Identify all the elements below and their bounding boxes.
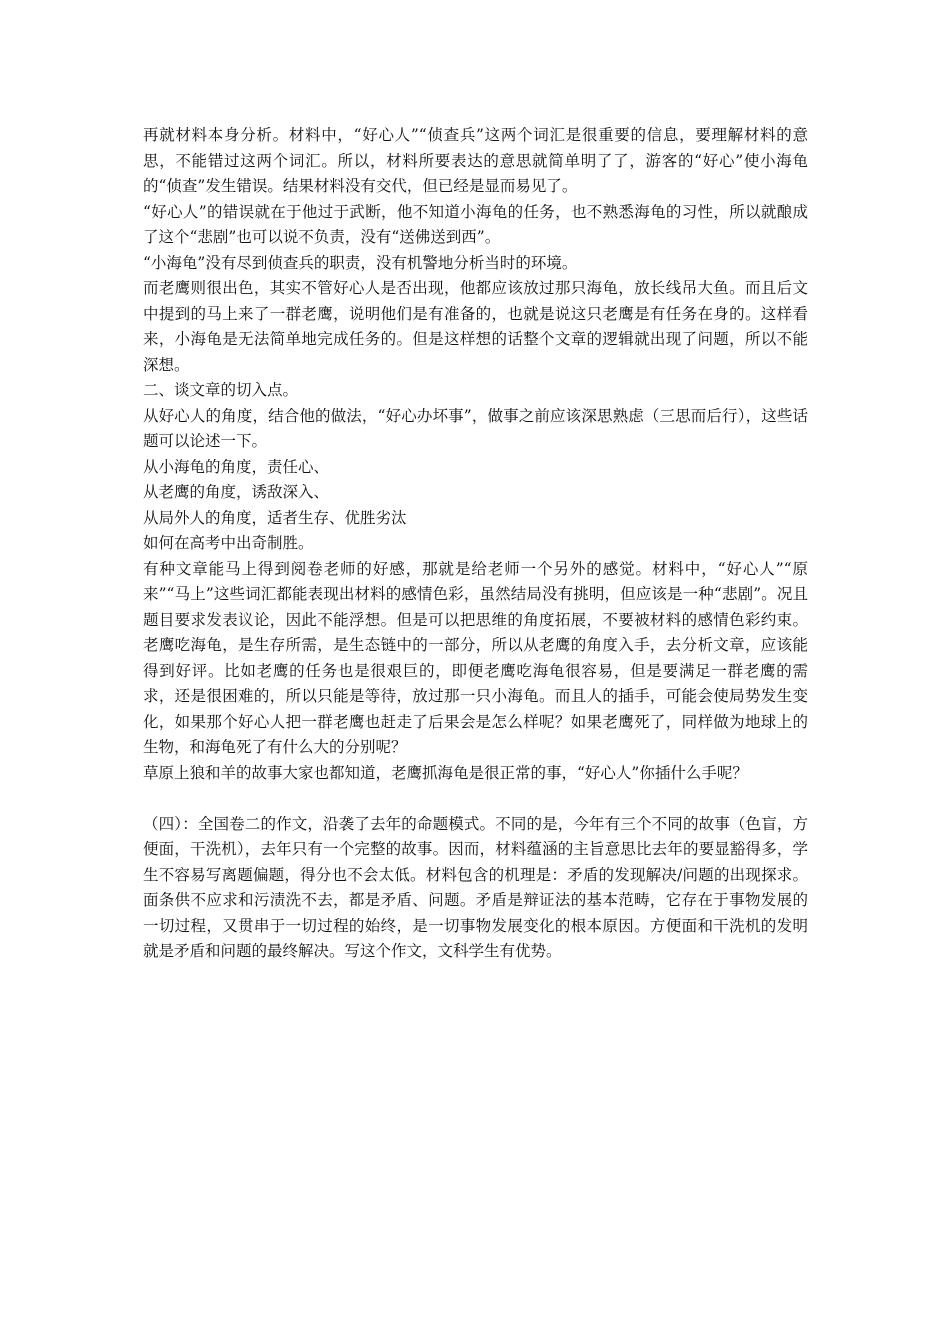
paragraph-national-paper-two: （四）：全国卷二的作文，沿袭了去年的命题模式。不同的是，今年有三个不同的故事（色盲，方便面，干洗机），去年只有一个完整的故事。因而，材料蕴涵的主旨意思比去年的要显豁得多，学生不容易写离题偏题，得分也不会太低。材料包含的机理是：矛盾的发现解决/问题的出现探求。面条供不应求和污渍洗不去，都是矛盾、问题。矛盾是辩证法的基本范畴，它存在于事物发展的一切过程，又贯串于一切过程的始终，是一切事物发展变化的根本原因。方便面和干洗机的发明就是矛盾和问题的最终解决。写这个作文，文科学生有优势。 [143,814,808,960]
paragraph-section-heading: 二、谈文章的切入点。 [143,381,299,399]
paragraph-how-to-excel: 如何在高考中出奇制胜。 [143,534,314,552]
paragraph-different-feeling: 有种文章能马上得到阅卷老师的好感，那就是给老师一个另外的感觉。材料中，“好心人”“原来”“马上”这些词汇都能表现出材料的感情色彩，虽然结局没有挑明，但应该是一种“悲剧”。况且题目要求发表议论，因此不能浮想。但是可以把思维的角度拓展，不要被材料的感情色彩约束。老鹰吃海龟，是生存所需，是生态链中的一部分，所以从老鹰的角度入手，去分析文章，应该能得到好评。比如老鹰的任务也是很艰巨的，即便老鹰吃海龟很容易，但是要满足一群老鹰的需求，还是很困难的，所以只能是等待，放过那一只小海龟。而且人的插手，可能会使局势发生变化，如果那个好心人把一群老鹰也赶走了后果会是怎么样呢？如果老鹰死了，同样做为地球上的生物，和海龟死了有什么大的分别呢？ [143,559,808,756]
paragraph-angle-good-samaritan: 从好心人的角度，结合他的做法，“好心办坏事”，做事之前应该深思熟虑（三思而后行），这些话题可以论述一下。 [143,406,808,450]
paragraph-wolf-and-sheep: 草原上狼和羊的故事大家也都知道，老鹰抓海龟是很正常的事，“好心人”你插什么手呢？ [143,763,748,782]
paragraph-spacer [143,786,808,812]
paragraph-material-analysis: 再就材料本身分析。材料中，“好心人”“侦查兵”这两个词汇是很重要的信息，要理解材料的意思，不能错过这两个词汇。所以，材料所要表达的意思就简单明了了，游客的“好心”使小海龟的“侦查”发生错误。结果材料没有交代，但已经是显而易见了。 [143,126,808,195]
paragraph-eagle: 而老鹰则很出色，其实不管好心人是否出现，他都应该放过那只海龟，放长线吊大鱼。而且后文中提到的马上来了一群老鹰，说明他们是有准备的，也就是说这只老鹰是有任务在身的。这样看来，小海龟是无法简单地完成任务的。但是这样想的话整个文章的逻辑就出现了问题，所以不能深想。 [143,279,808,374]
paragraph-little-turtle: “小海龟”没有尽到侦查兵的职责，没有机警地分析当时的环境。 [143,253,578,272]
document-body [143,123,808,965]
paragraph-angle-eagle: 从老鹰的角度，诱敌深入、 [143,483,330,501]
paragraph-angle-outsider: 从局外人的角度，适者生存、优胜劣汰 [143,508,407,527]
paragraph-good-samaritan-error: “好心人”的错误就在于他过于武断，他不知道小海龟的任务，也不熟悉海龟的习性，所以就酿成了这个“悲剧”也可以说不负责，没有“送佛送到西”。 [143,202,808,246]
paragraph-angle-turtle: 从小海龟的角度，责任心、 [143,457,330,476]
